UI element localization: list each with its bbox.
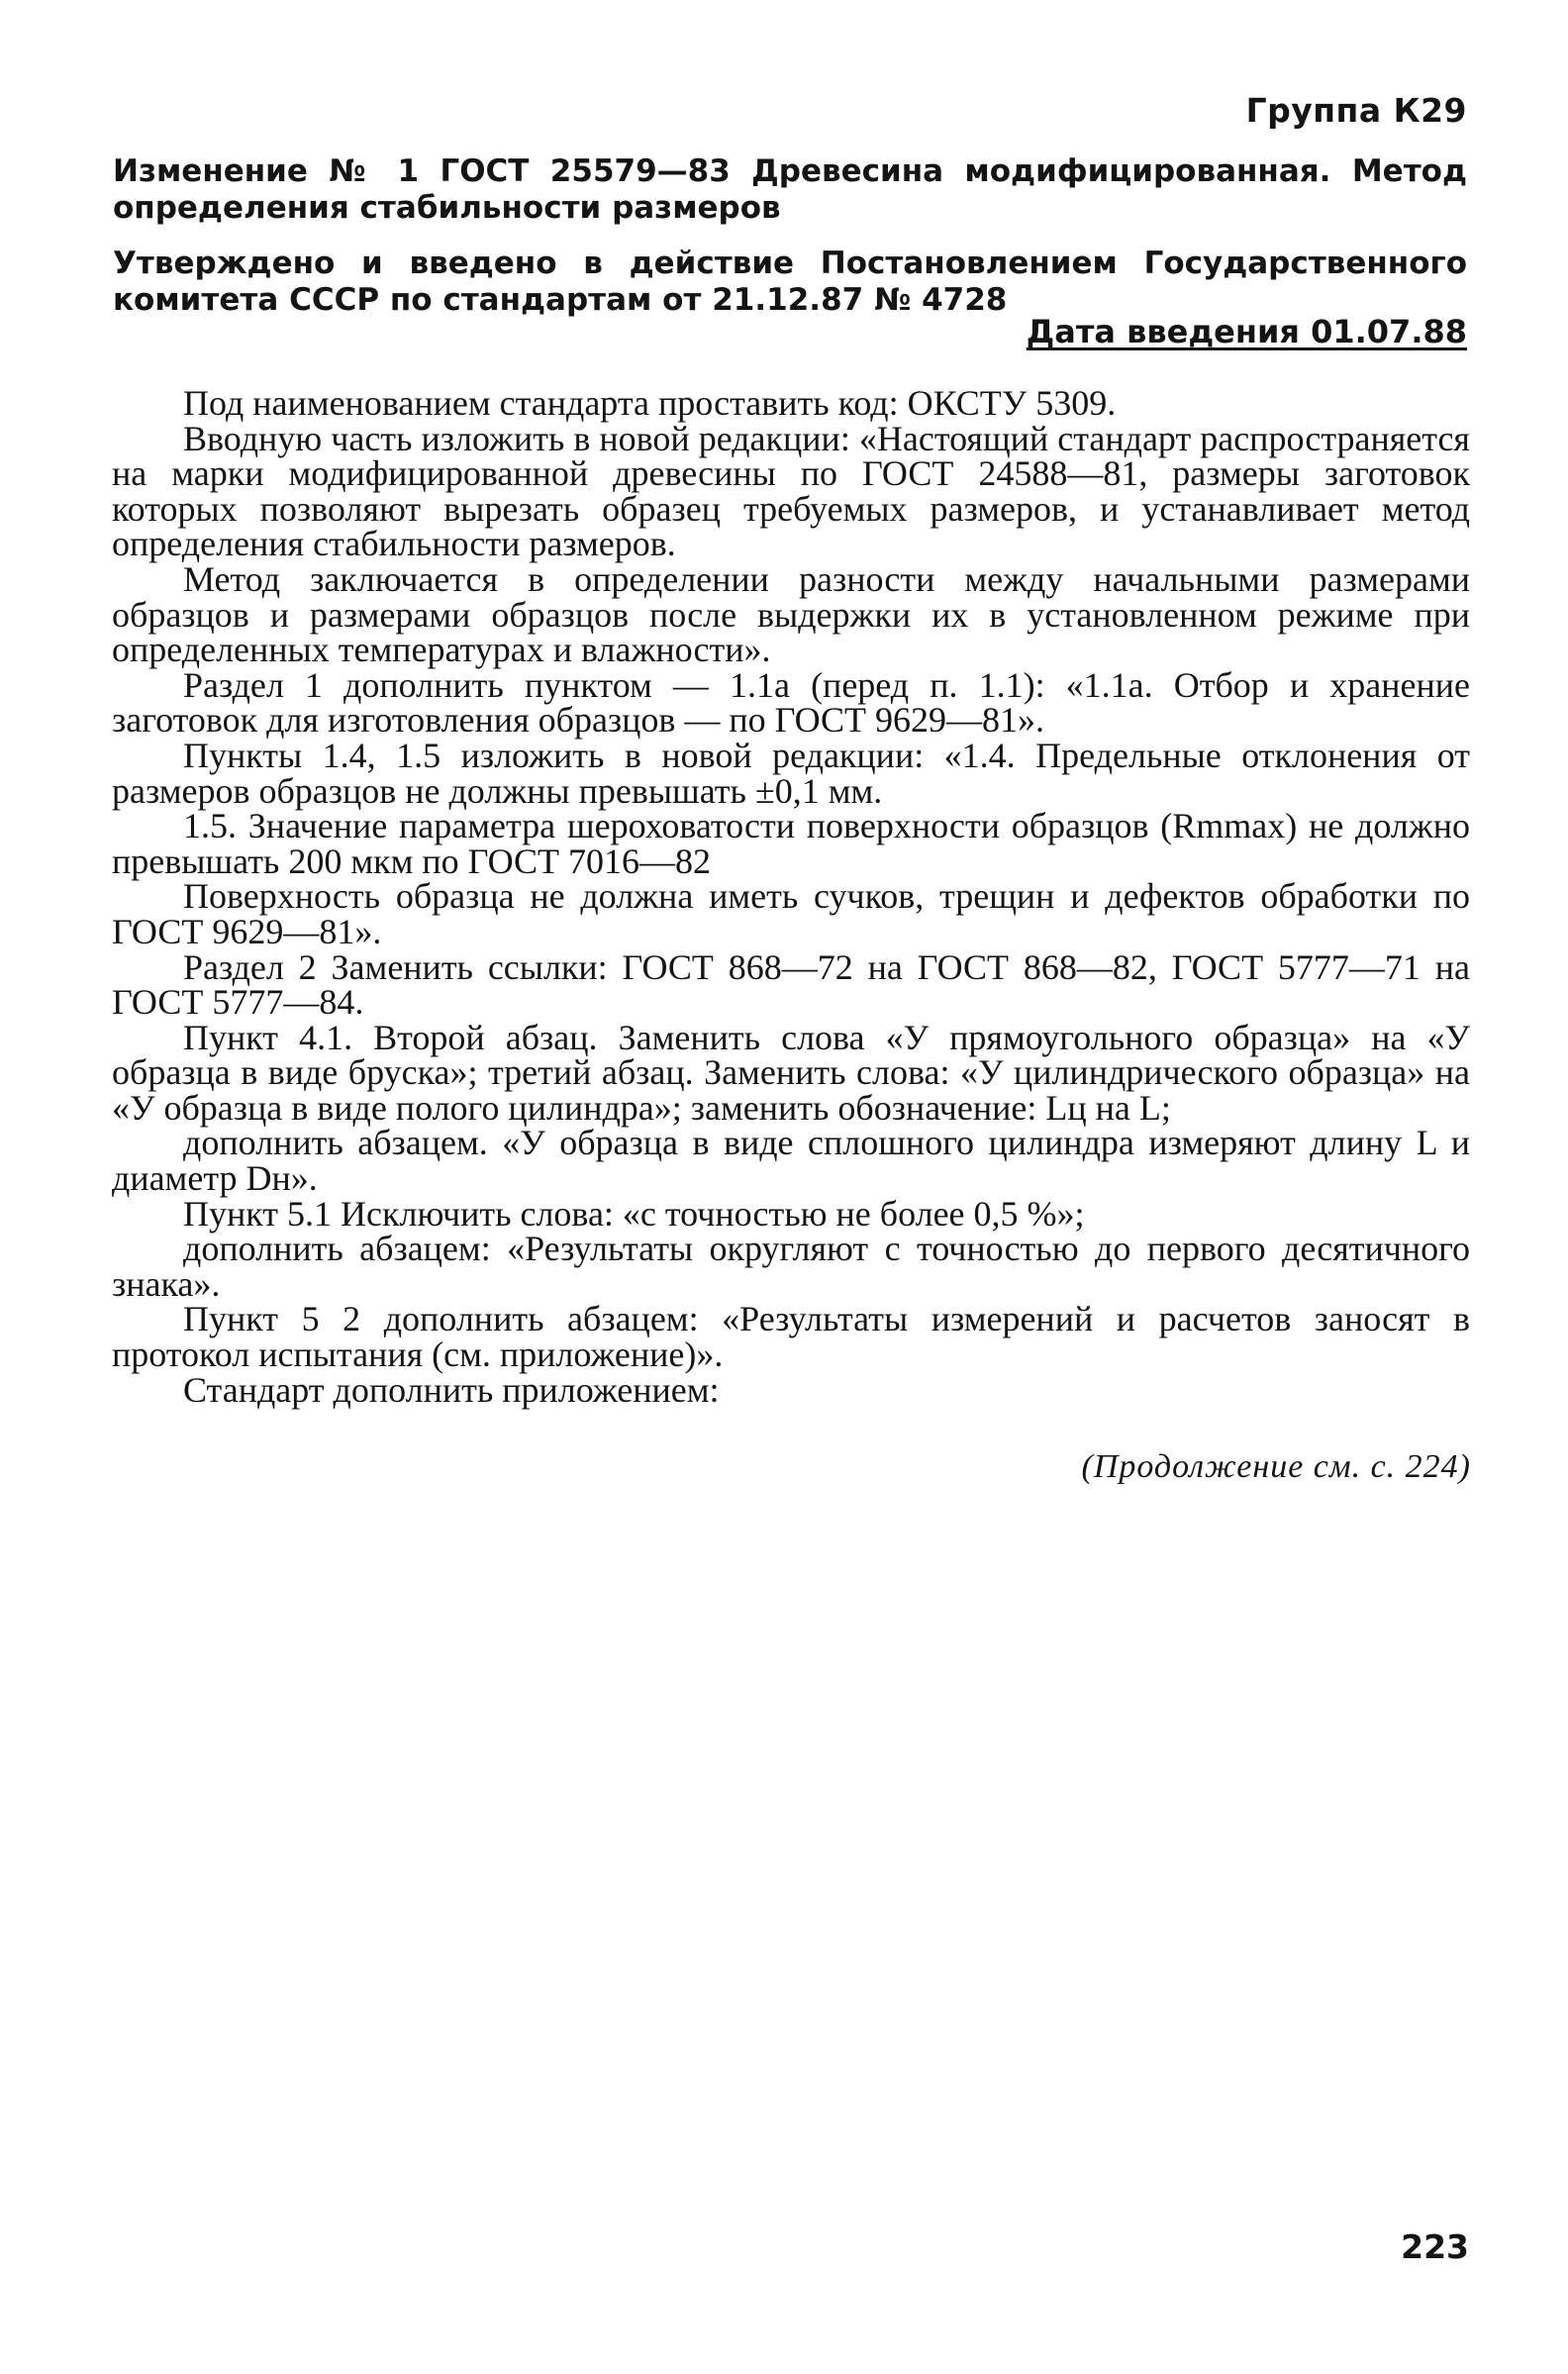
paragraph: Стандарт дополнить приложением:	[183, 1369, 720, 1410]
paragraph: Пункт 5 2 дополнить абзацем: «Результаты измерений и расчетов заносят в протокол испытания (см. приложение)».	[112, 1299, 1470, 1375]
paragraph: дополнить абзацем: «Результаты округляют с точностью до первого десятичного знака».	[112, 1229, 1470, 1304]
paragraph: Поверхность образца не должна иметь сучков, трещин и дефектов обработки по ГОСТ 9629—81».	[112, 876, 1470, 951]
amendment-body	[112, 383, 1470, 1410]
approval-statement: Утверждено и введено в действие Постановлением Государственного комитета СССР по стандартам от 21.12.87 № 4728	[113, 246, 1467, 318]
paragraph: Под наименованием стандарта проставить код: ОКСТУ 5309.	[183, 383, 1117, 423]
amendment-title: Изменение № 1 ГОСТ 25579—83 Древесина модифицированная. Метод определения стабильности размеров	[113, 153, 1467, 226]
intro-date: Дата введения 01.07.88	[1026, 313, 1467, 350]
document-group: Группа К29	[1245, 91, 1467, 130]
paragraph: 1.5. Значение параметра шероховатости поверхности образцов (Rmmax) не должно превышать 200 мкм по ГОСТ 7016—82	[112, 806, 1470, 881]
paragraph: Вводную часть изложить в новой редакции: «Настоящий стандарт распространяется на марки модифицированной древесины по ГОСТ 24588—81, размеры заготовок которых позволяют вырезать образец требуемых размеров, и устанавливает метод определения стабильности размеров.	[112, 418, 1470, 564]
paragraph: дополнить абзацем. «У образца в виде сплошного цилиндра измеряют длину L и диаметр Dн».	[112, 1123, 1470, 1199]
continuation-note: (Продолжение см. с. 224)	[1081, 1448, 1471, 1485]
page-number: 223	[1401, 2227, 1469, 2266]
paragraph: Метод заключается в определении разности между начальными размерами образцов и размерами образцов после выдержки их в установленном режиме при определенных температурах и влажности».	[112, 558, 1470, 670]
paragraph: Пункт 5.1 Исключить слова: «с точностью не более 0,5 %»;	[183, 1193, 1085, 1234]
paragraph: Раздел 2 Заменить ссылки: ГОСТ 868—72 на ГОСТ 868—82, ГОСТ 5777—71 на ГОСТ 5777—84.	[112, 946, 1470, 1023]
paragraph: Пункты 1.4, 1.5 изложить в новой редакции: «1.4. Предельные отклонения от размеров образцов не должны превышать ±0,1 мм.	[112, 735, 1470, 811]
paragraph: Пункт 4.1. Второй абзац. Заменить слова «У прямоугольного образца» на «У образца в виде бруска»; третий абзац. Заменить слова: «У цилиндрического образца» на «У образца в виде полого цилиндра»; заменить обозначение: Lц на L;	[112, 1017, 1470, 1128]
paragraph: Раздел 1 дополнить пунктом — 1.1а (перед п. 1.1): «1.1а. Отбор и хранение заготовок для изготовления образцов — по ГОСТ 9629—81».	[112, 664, 1470, 741]
